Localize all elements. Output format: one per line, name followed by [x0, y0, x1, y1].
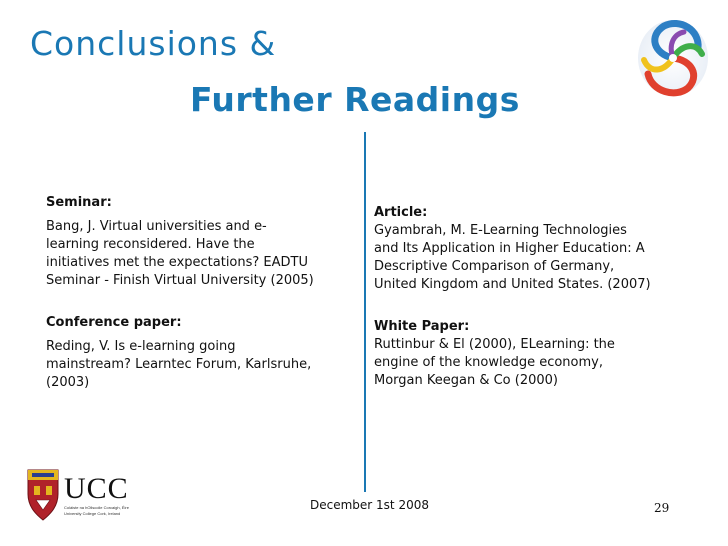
page-number: 29	[654, 501, 670, 515]
ucc-subtitle-irish: Coláiste na hOllscoile Corcaigh, Éire	[64, 505, 129, 510]
ucc-logo	[24, 464, 136, 522]
article-heading: Article:	[374, 205, 428, 220]
conference-heading: Conference paper:	[46, 315, 182, 330]
seminar-heading: Seminar:	[46, 195, 112, 210]
slide-title-line2: Further Readings	[190, 80, 520, 119]
left-column	[46, 194, 358, 392]
right-column	[374, 204, 692, 390]
swirl-logo-icon	[634, 14, 712, 100]
ucc-subtitle-english: University College Cork, Ireland	[64, 511, 121, 516]
ucc-wordmark: UCC	[64, 472, 129, 505]
conference-reference: Reding, V. Is e-learning going mainstream? Learntec Forum, Karlsruhe, (2003)	[46, 339, 312, 390]
article-reference: Gyambrah, M. E-Learning Technologies and Its Application in Higher Education: A Descriptive Comparison of Germany, United Kingdom and United States. (2007)	[374, 223, 651, 292]
footer-date: December 1st 2008	[310, 498, 429, 512]
seminar-reference: Bang, J. Virtual universities and e- learning reconsidered. Have the initiatives met the expectations? EADTU Seminar - Finish Virtual University (2005)	[46, 219, 314, 288]
column-divider	[364, 132, 366, 492]
slide-title-line1: Conclusions &	[30, 24, 277, 63]
whitepaper-heading: White Paper:	[374, 319, 470, 334]
whitepaper-reference: Ruttinbur & El (2000), ELearning: the engine of the knowledge economy, Morgan Keegan & Co (2000)	[374, 337, 615, 388]
